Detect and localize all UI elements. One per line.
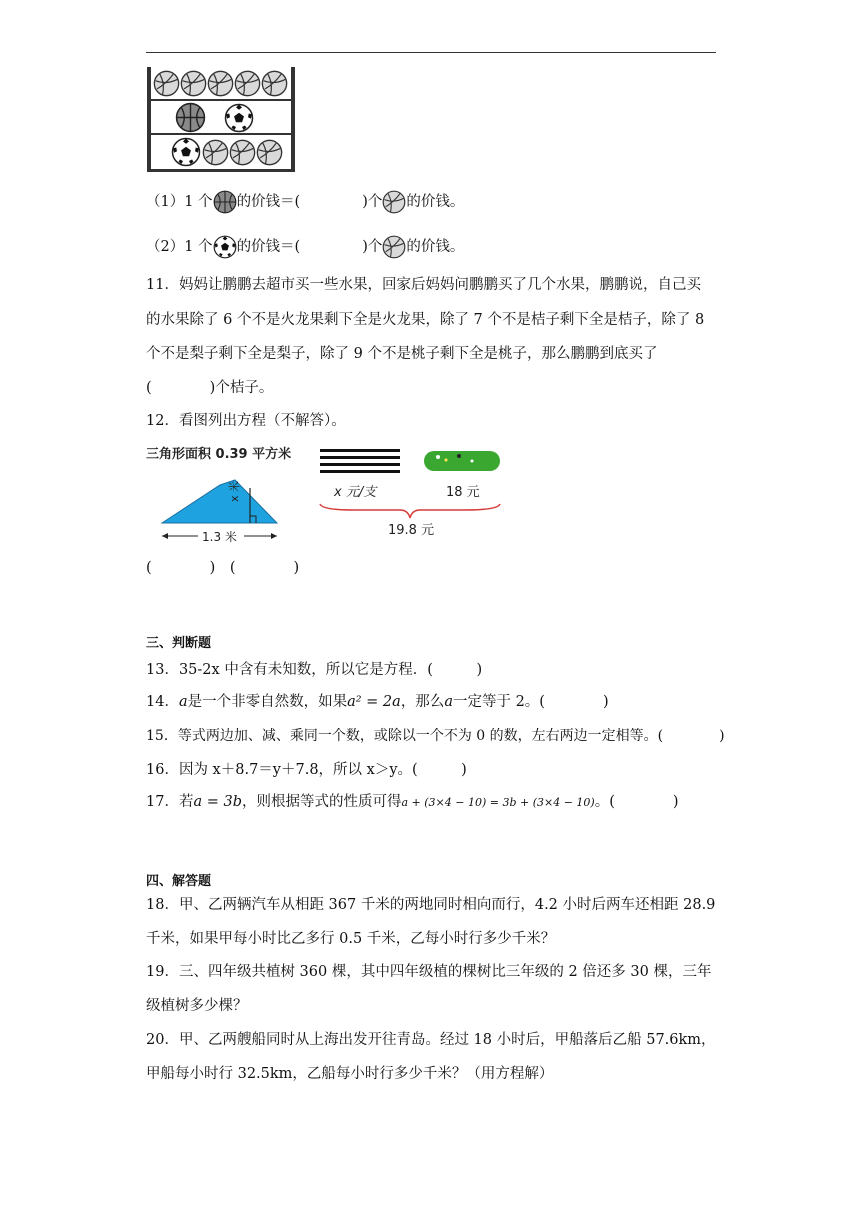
- volleyball-icon: [382, 235, 406, 259]
- q14: [146, 692, 609, 712]
- volleyball-icon: [203, 140, 227, 164]
- total-price-label: 19.8 元: [388, 523, 435, 538]
- q18-line2: 千米，如果甲每小时比乙多行 0.5 千米，乙每小时行多少千米？: [146, 931, 556, 947]
- q17-num: 17．若: [146, 794, 194, 810]
- volleyball-icon: [235, 71, 259, 95]
- case-price-label: 18 元: [446, 485, 480, 500]
- section4-title: 四、解答题: [146, 874, 212, 889]
- q14-equation: a² = 2a: [347, 694, 401, 710]
- basketball-icon: [213, 190, 237, 214]
- q17-text2: 。( ): [594, 794, 679, 810]
- q10-l2-prefix: （2）1 个: [146, 239, 213, 255]
- q10-l2-close: )个: [362, 239, 383, 255]
- q19-line1: 19．三、四年级共植树 360 棵，其中四年级植的棵树比三年级的 2 倍还多 30 棵，三年: [146, 964, 712, 980]
- q19-line2: 级植树多少棵？: [146, 998, 248, 1014]
- q13: 13．35-2x 中含有未知数，所以它是方程．( ): [146, 662, 483, 678]
- q14-text1: 是一个非零自然数，如果: [187, 694, 348, 710]
- q17-equation1: a = 3b: [193, 794, 242, 810]
- q12-answers: ( ) ( ): [146, 560, 300, 576]
- q11-line1: 11．妈妈让鹏鹏去超市买一些水果，回家后妈妈问鹏鹏买了几个水果，鹏鹏说，自己买: [146, 277, 701, 293]
- q10-line1: [146, 190, 464, 214]
- q14-text2: ，那么: [400, 694, 445, 710]
- soccer-ball-icon: [226, 105, 253, 132]
- q10-l1-close: )个: [362, 194, 383, 210]
- q12-title: 12．看图列出方程（不解答）。: [146, 413, 346, 429]
- volleyball-icon: [230, 140, 254, 164]
- volleyball-icon: [262, 71, 286, 95]
- soccer-ball-icon: [173, 139, 200, 166]
- q10-l1-prefix: （1）1 个: [146, 194, 213, 210]
- q14-var2: a: [444, 694, 453, 710]
- triangle-base-label: 1.3 米: [202, 530, 237, 544]
- volleyball-icon: [208, 71, 232, 95]
- q14-var: a: [178, 694, 188, 710]
- q18-line1: 18．甲、乙两辆汽车从相距 367 千米的两地同时相向而行，4.2 小时后两车还相距 28.9: [146, 897, 716, 913]
- soccer-ball-icon: [213, 235, 237, 259]
- q14-num: 14．: [146, 694, 179, 710]
- q15: 15．等式两边加、减、乘同一个数，或除以一个不为 0 的数，左右两边一定相等。( ): [146, 728, 725, 744]
- q20-line2: 甲船每小时行 32.5km，乙船每小时行多少千米？（用方程解）: [146, 1066, 554, 1082]
- q20-line1: 20．甲、乙两艘船同时从上海出发开往青岛。经过 18 小时后，甲船落后乙船 57.6km，: [146, 1032, 716, 1048]
- triangle-figure: [140, 440, 320, 550]
- pencil-figure: [314, 442, 514, 542]
- pencil-case-icon: [424, 451, 500, 471]
- volleyball-icon: [382, 190, 406, 214]
- ball-shelf-figure: [146, 67, 298, 173]
- q11-line4: ( )个桔子。: [146, 380, 274, 396]
- q17-equation2: a + (3×4 − 10) = 3b + (3×4 − 10): [401, 796, 595, 809]
- header-rule: [146, 52, 716, 53]
- triangle-height-label: x 米: [228, 480, 241, 502]
- q10-l2-mid: 的价钱＝(: [236, 239, 301, 255]
- q17-text1: ，则根据等式的性质可得: [241, 794, 402, 810]
- volleyball-icon: [257, 140, 281, 164]
- triangle-area-label: 三角形面积 0.39 平方米: [146, 447, 292, 462]
- basketball-icon: [177, 104, 205, 132]
- q10-line2: [146, 235, 464, 259]
- section3-title: 三、判断题: [146, 636, 212, 651]
- q11-line3: 个不是梨子剩下全是梨子，除了 9 个不是桃子剩下全是桃子，那么鹏鹏到底买了: [146, 346, 658, 362]
- pencil-price-label: x 元/支: [334, 485, 377, 500]
- q16: 16．因为 x＋8.7＝y＋7.8，所以 x＞y。( ): [146, 762, 467, 778]
- q11-line2: 的水果除了 6 个不是火龙果剩下全是火龙果，除了 7 个不是桔子剩下全是桔子，除了 8: [146, 312, 705, 328]
- q10-l1-suffix: 的价钱。: [406, 194, 465, 210]
- q10-l1-mid: 的价钱＝(: [236, 194, 301, 210]
- q14-text3: 一定等于 2。( ): [452, 694, 609, 710]
- q17: [146, 792, 679, 813]
- volleyball-icon: [181, 71, 205, 95]
- q10-l2-suffix: 的价钱。: [406, 239, 465, 255]
- volleyball-icon: [154, 71, 178, 95]
